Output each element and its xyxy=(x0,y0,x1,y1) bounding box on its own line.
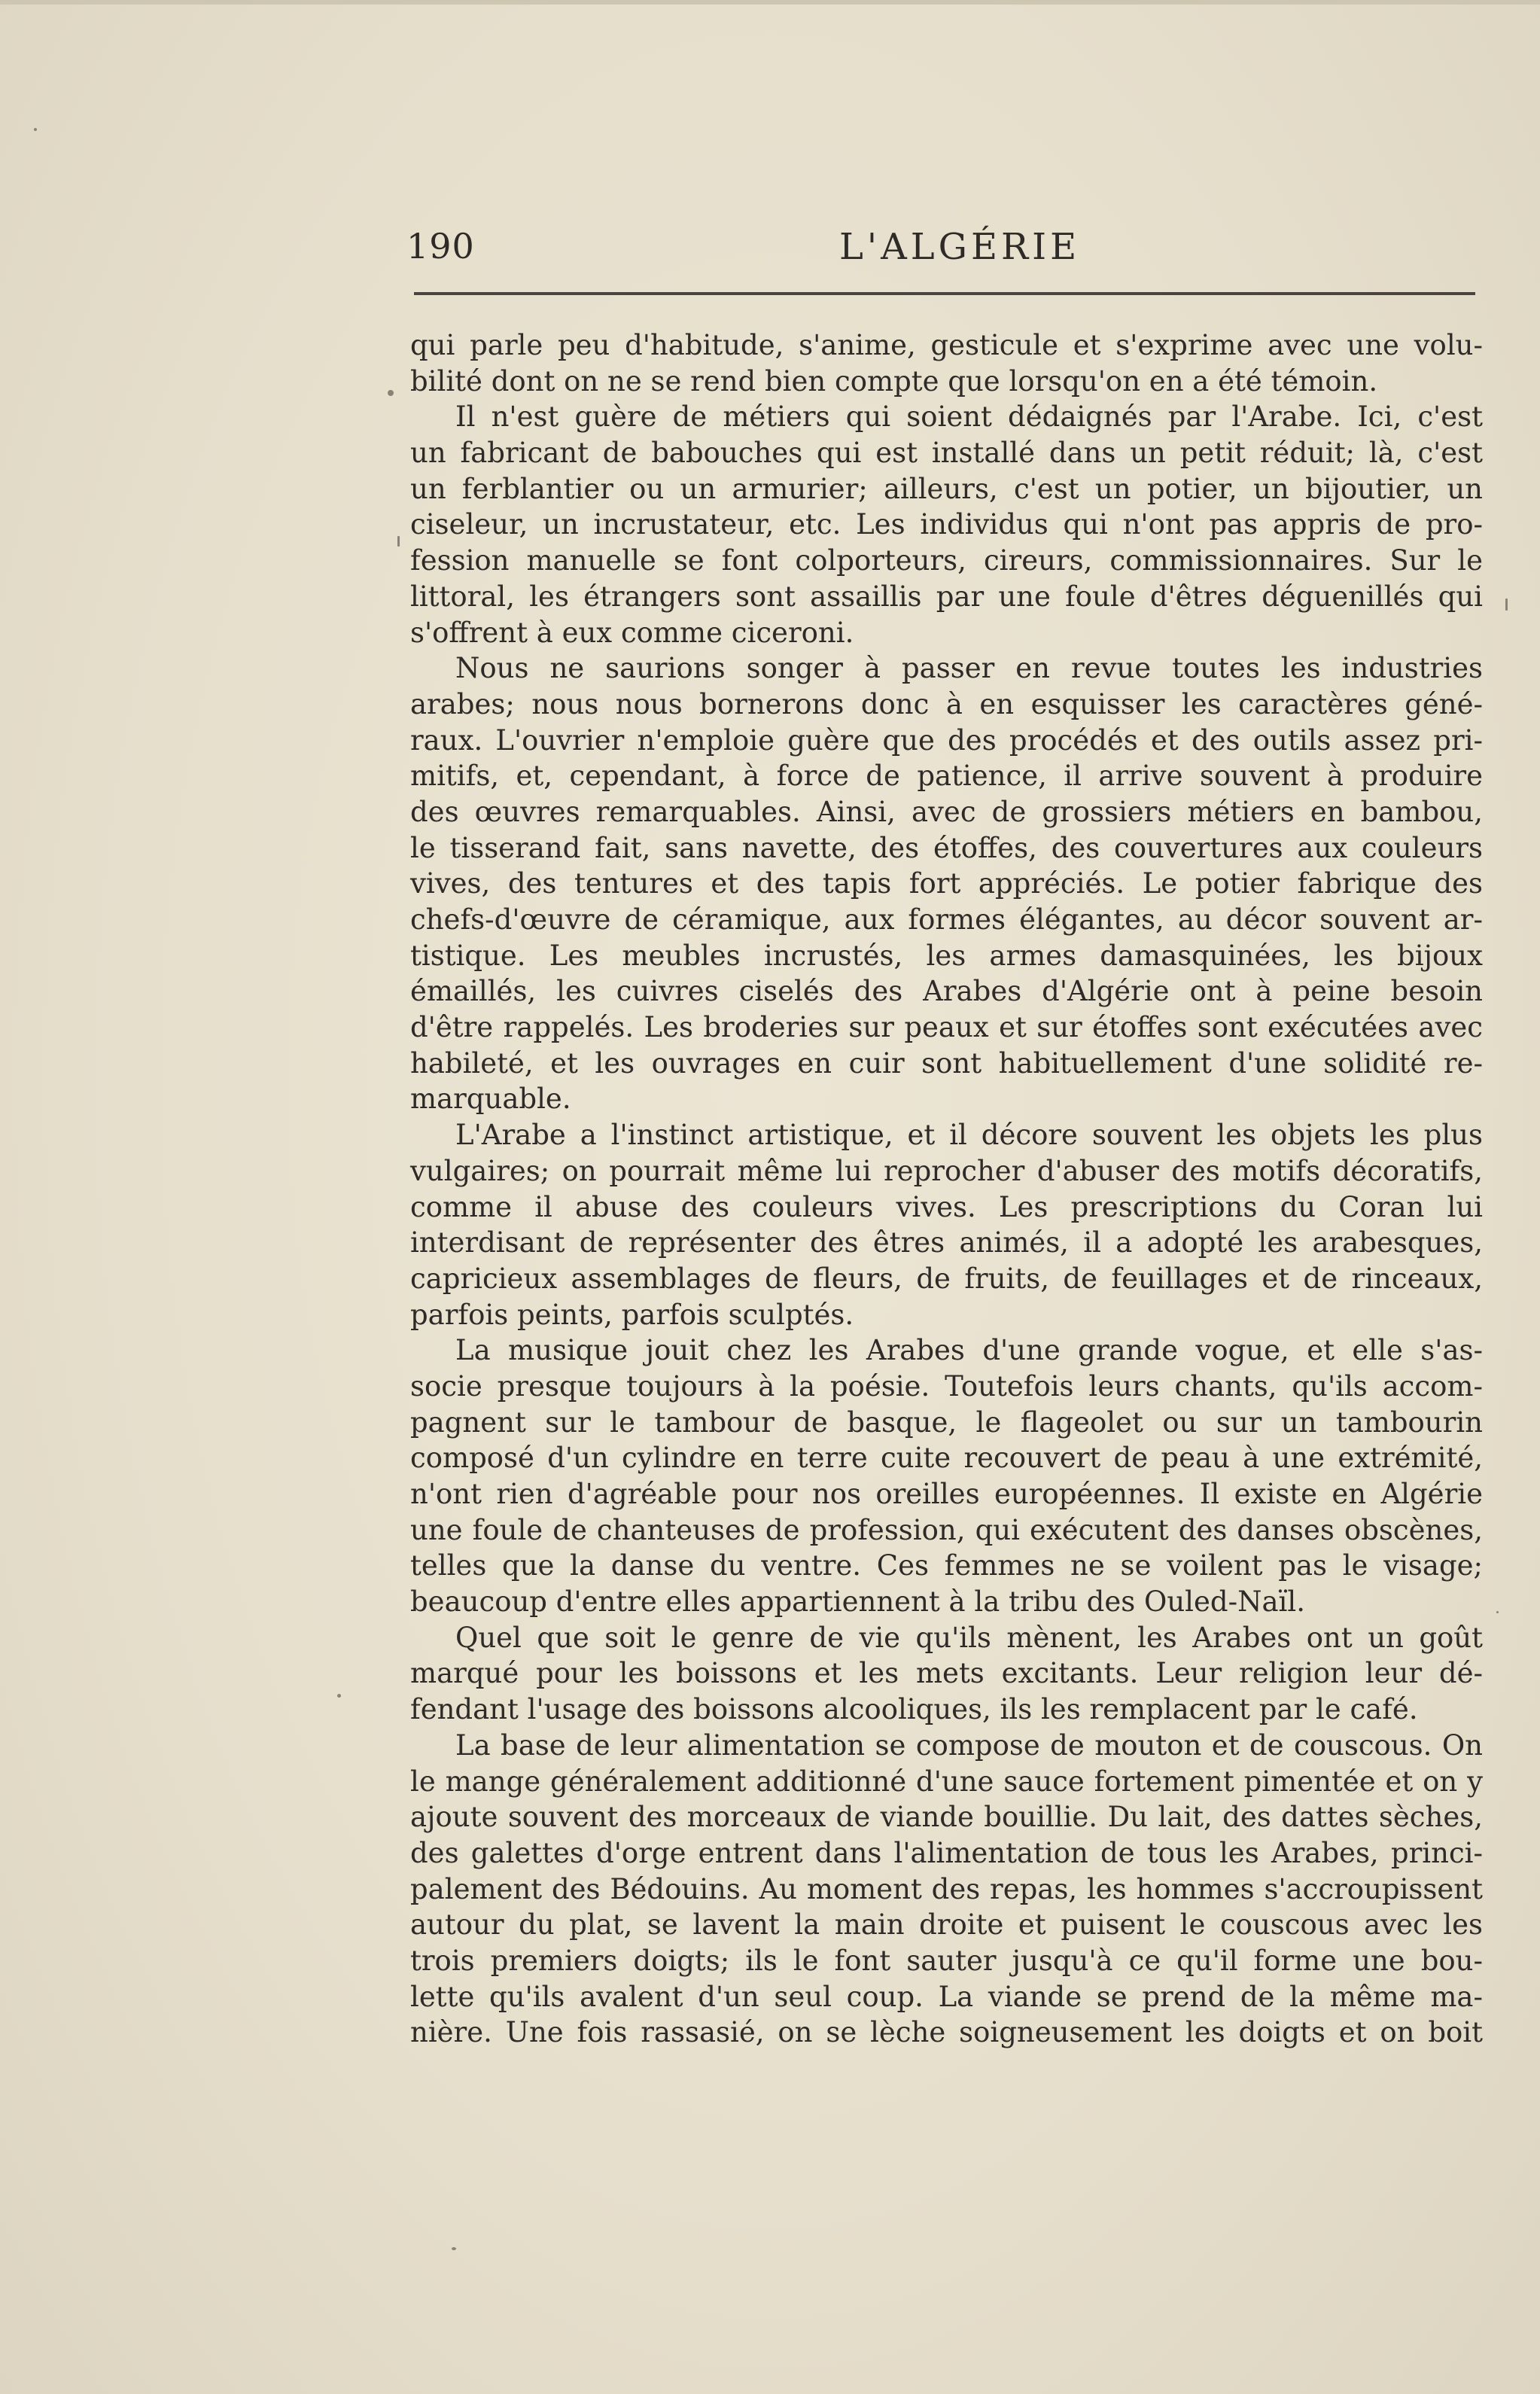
text-line: Quel que soit le genre de vie qu'ils mènent, les Arabes ont un goût xyxy=(455,1621,1483,1654)
text-line: fendant l'usage des boissons alcooliques, ils les remplacent par le café. xyxy=(410,1693,1418,1726)
page-header xyxy=(406,226,1475,286)
text-line: parfois peints, parfois sculptés. xyxy=(410,1298,854,1331)
text-line: beaucoup d'entre elles appartiennent à la tribu des Ouled-Naïl. xyxy=(410,1585,1305,1619)
text-line: autour du plat, se lavent la main droite et puisent le couscous avec les xyxy=(410,1908,1483,1942)
text-line: s'offrent à eux comme ciceroni. xyxy=(410,616,854,649)
text-line: Nous ne saurions songer à passer en revue toutes les industries xyxy=(455,652,1483,685)
text-line: le mange généralement additionné d'une sauce fortement pimentée et on y xyxy=(410,1765,1483,1798)
text-line: pagnent sur le tambour de basque, le flageolet ou sur un tambourin xyxy=(410,1406,1483,1439)
text-line: n'ont rien d'agréable pour nos oreilles européennes. Il existe en Algérie xyxy=(410,1478,1483,1510)
text-line: tistique. Les meubles incrustés, les armes damasquinées, les bijoux xyxy=(410,939,1483,972)
text-line: comme il abuse des couleurs vives. Les prescriptions du Coran lui xyxy=(410,1190,1483,1223)
text-line: L'Arabe a l'instinct artistique, et il décore souvent les objets les plus xyxy=(455,1119,1483,1152)
text-line: capricieux assemblages de fleurs, de fruits, de feuillages et de rinceaux, xyxy=(410,1262,1483,1295)
text-line: Il n'est guère de métiers qui soient dédaignés par l'Arabe. Ici, c'est xyxy=(455,401,1483,434)
text-line: ciseleur, un incrustateur, etc. Les individus qui n'ont pas appris de pro- xyxy=(410,508,1483,541)
text-line: La musique jouit chez les Arabes d'une grande vogue, et elle s'as- xyxy=(455,1334,1483,1367)
text-line: La base de leur alimentation se compose de mouton et de couscous. On xyxy=(455,1728,1483,1762)
text-line: une foule de chanteuses de profession, qui exécutent des danses obscènes, xyxy=(410,1513,1483,1546)
text-line: vives, des tentures et des tapis fort appréciés. Le potier fabrique des xyxy=(410,867,1483,900)
text-line: vulgaires; on pourrait même lui reprocher d'abuser des motifs décoratifs, xyxy=(410,1154,1483,1187)
text-line: composé d'un cylindre en terre cuite recouvert de peau à une extrémité, xyxy=(410,1442,1483,1475)
page-number: 190 xyxy=(406,226,475,267)
scan-top-edge xyxy=(0,0,1540,5)
text-line: un ferblantier ou un armurier; ailleurs, c'est un potier, un bijoutier, un xyxy=(410,472,1483,505)
text-line: trois premiers doigts; ils le font sauter jusqu'à ce qu'il forme une bou- xyxy=(410,1944,1483,1977)
text-line: habileté, et les ouvrages en cuir sont habituellement d'une solidité re- xyxy=(410,1046,1483,1080)
text-line: palement des Bédouins. Au moment des repas, les hommes s'accroupissent xyxy=(410,1872,1483,1905)
text-line: mitifs, et, cependant, à force de patience, il arrive souvent à produire xyxy=(410,760,1483,793)
text-line: émaillés, les cuivres ciselés des Arabes d'Algérie ont à peine besoin xyxy=(410,975,1483,1008)
text-line: des œuvres remarquables. Ainsi, avec de grossiers métiers en bambou, xyxy=(410,795,1483,828)
text-line: raux. L'ouvrier n'emploie guère que des procédés et des outils assez pri- xyxy=(410,723,1483,757)
text-line: ajoute souvent des morceaux de viande bouillie. Du lait, des dattes sèches, xyxy=(410,1801,1483,1834)
text-line: chefs-d'œuvre de céramique, aux formes élégantes, au décor souvent ar- xyxy=(410,903,1483,936)
text-line: telles que la danse du ventre. Ces femmes ne se voilent pas le visage; xyxy=(410,1549,1483,1582)
text-line: d'être rappelés. Les broderies sur peaux et sur étoffes sont exécutées avec xyxy=(410,1011,1483,1044)
text-line: arabes; nous nous bornerons donc à en esquisser les caractères géné- xyxy=(410,687,1483,720)
text-line: marquable. xyxy=(410,1083,571,1116)
text-line: des galettes d'orge entrent dans l'alimentation de tous les Arabes, princi- xyxy=(410,1836,1483,1869)
text-line: nière. Une fois rassasié, on se lèche soigneusement les doigts et on boit xyxy=(410,2016,1483,2049)
text-line: littoral, les étrangers sont assaillis par une foule d'êtres déguenillés qui xyxy=(410,580,1483,613)
running-title: L'ALGÉRIE xyxy=(839,226,1081,268)
text-line: le tisserand fait, sans navette, des étoffes, des couvertures aux couleurs xyxy=(410,831,1483,864)
text-line: fession manuelle se font colporteurs, cireurs, commissionnaires. Sur le xyxy=(410,544,1483,577)
header-rule xyxy=(414,292,1475,295)
text-line: socie presque toujours à la poésie. Toutefois leurs chants, qu'ils accom- xyxy=(410,1369,1483,1403)
text-line: un fabricant de babouches qui est installé dans un petit réduit; là, c'est xyxy=(410,437,1483,470)
text-line: qui parle peu d'habitude, s'anime, gesticule et s'exprime avec une volu- xyxy=(410,329,1483,361)
text-line: bilité dont on ne se rend bien compte que lorsqu'on en a été témoin. xyxy=(410,364,1378,397)
text-line: marqué pour les boissons et les mets excitants. Leur religion leur dé- xyxy=(410,1657,1483,1690)
text-line: lette qu'ils avalent d'un seul coup. La viande se prend de la même ma- xyxy=(410,1980,1483,2013)
text-line: interdisant de représenter des êtres animés, il a adopté les arabesques, xyxy=(410,1226,1483,1259)
body-text xyxy=(410,327,1483,2051)
